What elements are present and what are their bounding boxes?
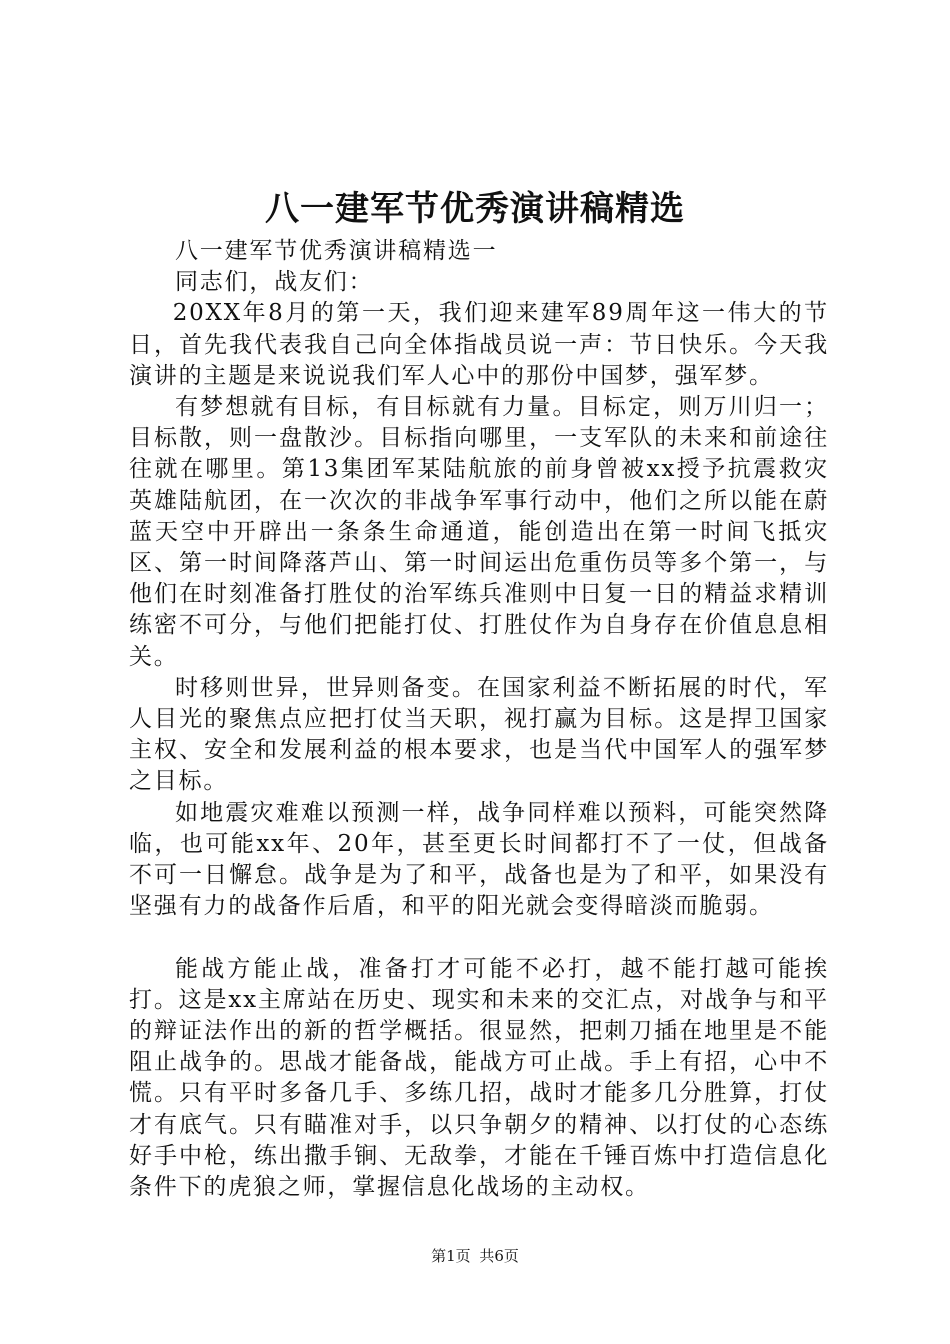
page-total: 共6页 — [479, 1247, 519, 1265]
page-footer — [0, 1246, 950, 1266]
document-title: 八一建军节优秀演讲稿精选 — [265, 189, 685, 229]
subtitle-paragraph: 八一建军节优秀演讲稿精选一 — [175, 238, 498, 264]
body-paragraph: 时移则世异，世异则备变。在国家利益不断拓展的时代，军人目光的聚焦点应把打仗当天职，视打赢为目标。这是捍卫国家主权、安全和发展利益的根本要求，也是当代中国军人的强军梦之目标。 — [129, 674, 829, 795]
page-number: 第1页 — [431, 1247, 471, 1265]
salutation-paragraph: 同志们，战友们： — [175, 269, 374, 296]
body-paragraph: 能战方能止战，准备打才可能不必打，越不能打越可能挨打。这是xx主席站在历史、现实和未来的交汇点，对战争与和平的辩证法作出的新的哲学概括。很显然，把刺刀插在地里是不能阻止战争的。思战才能备战，能战方可止战。手上有招，心中不慌。只有平时多备几手、多练几招，战时才能多几分胜算，打仗才有底气。只有瞄准对手，以只争朝夕的精神、以打仗的心态练好手中枪，练出撒手锏、无敌拳，才能在千锤百炼中打造信息化条件下的虎狼之师，掌握信息化战场的主动权。 — [129, 955, 829, 1201]
document-body — [129, 236, 829, 1203]
body-paragraph: 20XX年8月的第一天，我们迎来建军89周年这一伟大的节日，首先我代表我自己向全体指战员说一声：节日快乐。今天我演讲的主题是来说说我们军人心中的那份中国梦，强军梦。 — [129, 300, 829, 389]
paragraph-gap — [129, 922, 829, 953]
body-paragraph: 如地震灾难难以预测一样，战争同样难以预料，可能突然降临，也可能xx年、20年，甚至更长时间都打不了一仗，但战备不可一日懈怠。战争是为了和平，战备也是为了和平，如果没有坚强有力的战备作后盾，和平的阳光就会变得暗淡而脆弱。 — [129, 799, 829, 920]
body-paragraph: 有梦想就有目标，有目标就有力量。目标定，则万川归一；目标散，则一盘散沙。目标指向哪里，一支军队的未来和前途往往就在哪里。第13集团军某陆航旅的前身曾被xx授予抗震救灾英雄陆航团，在一次次的非战争军事行动中，他们之所以能在蔚蓝天空中开辟出一条条生命通道，能创造出在第一时间飞抵灾区、第一时间降落芦山、第一时间运出危重伤员等多个第一，与他们在时刻准备打胜仗的治军练兵准则中日复一日的精益求精训练密不可分，与他们把能打仗、打胜仗作为自身存在价值息息相关。 — [129, 394, 829, 670]
